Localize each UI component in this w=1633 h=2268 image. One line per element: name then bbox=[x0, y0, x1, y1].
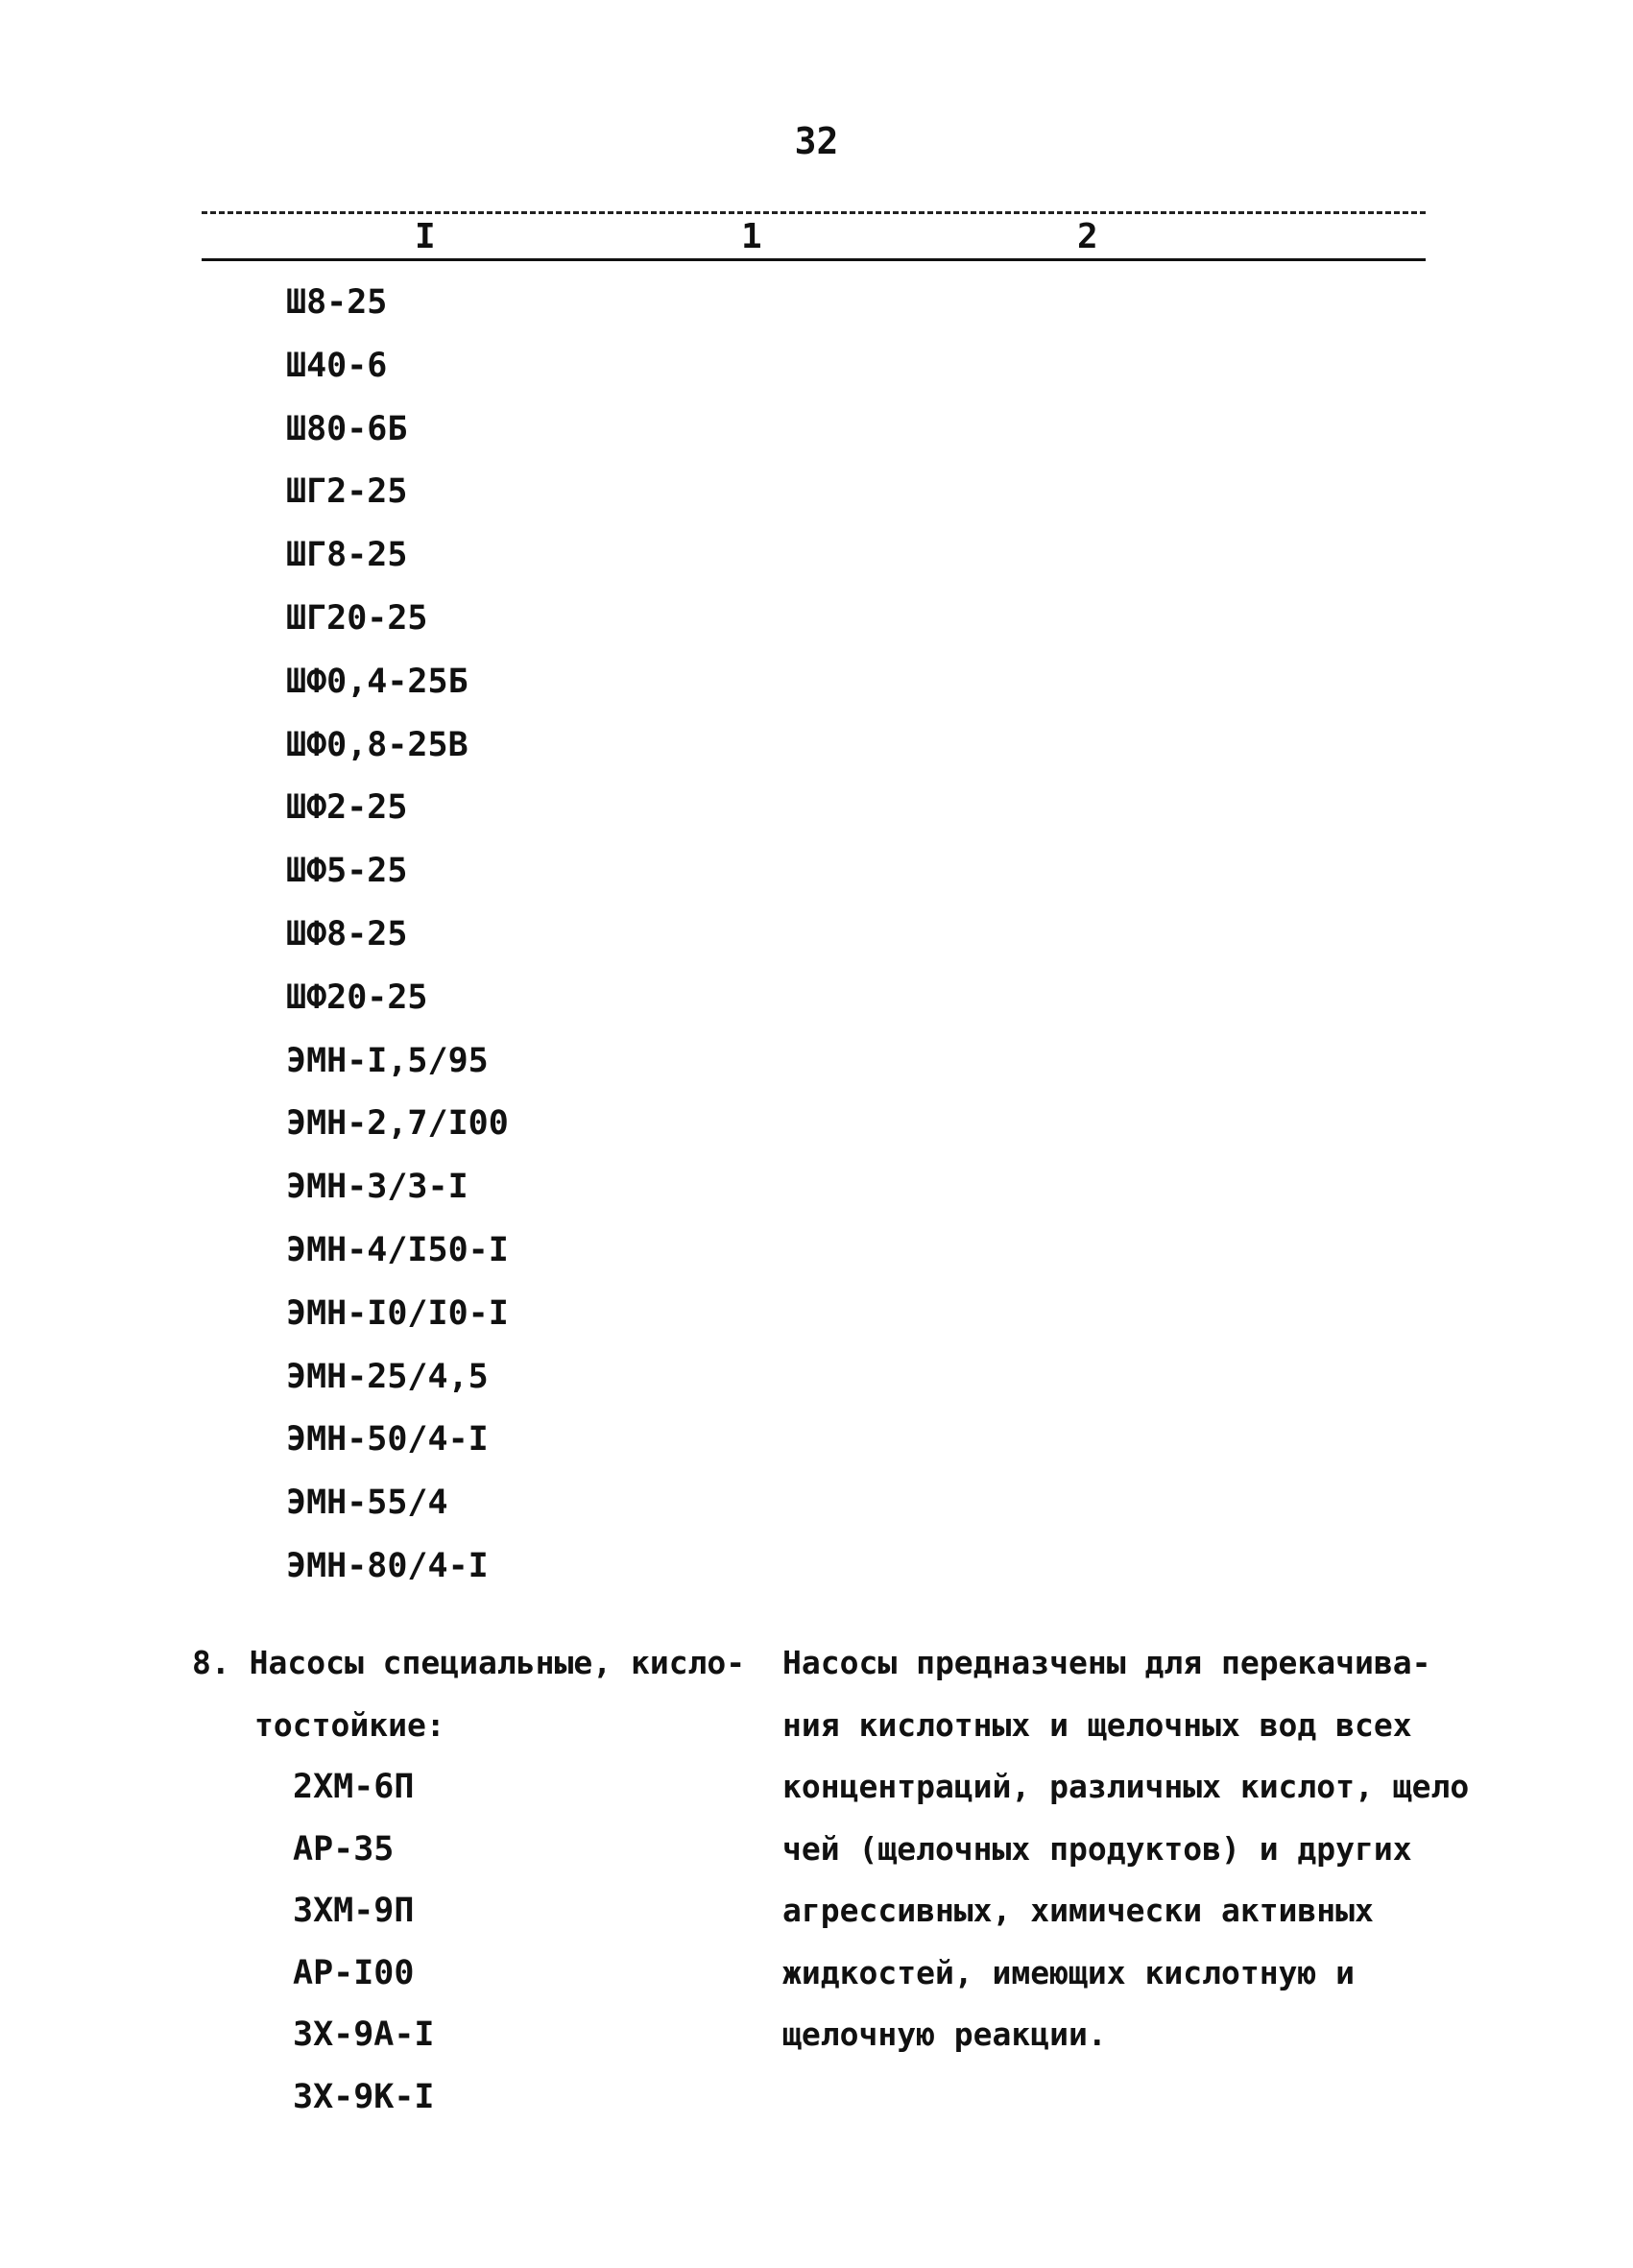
list-item: ЭМН-50/4-I bbox=[286, 1420, 489, 1460]
list-item: ШФ8-25 bbox=[286, 914, 408, 953]
list-item: 3Х-9А-I bbox=[293, 2015, 435, 2054]
list-item: ЭМН-3/3-I bbox=[286, 1168, 468, 1207]
list-item: ШФ5-25 bbox=[286, 852, 408, 891]
section-8-title-line-1: 8. Насосы специальные, кисло- bbox=[192, 1644, 746, 1681]
list-item: ЭМН-55/4 bbox=[286, 1484, 448, 1523]
description-line: ния кислотных и щелочных вод всех bbox=[782, 1705, 1412, 1744]
list-item: ШФ2-25 bbox=[286, 788, 408, 828]
list-item: Ш8-25 bbox=[286, 283, 388, 322]
section-8-description-cell bbox=[782, 1632, 1474, 2066]
list-item: ШФ20-25 bbox=[286, 977, 428, 1017]
list-item: ШГ8-25 bbox=[286, 536, 408, 575]
column-header-3: 2 bbox=[1077, 217, 1098, 256]
description-line: Насосы предназчены для перекачива- bbox=[782, 1644, 1431, 1681]
table-top-rule bbox=[202, 211, 1426, 214]
list-item: ШФ0,8-25В bbox=[286, 725, 468, 764]
list-item: ЭМН-80/4-I bbox=[286, 1546, 489, 1585]
list-item: ЭМН-2,7/I00 bbox=[286, 1104, 509, 1144]
list-item: ЭМН-I,5/95 bbox=[286, 1041, 489, 1080]
list-item: ШГ20-25 bbox=[286, 598, 428, 638]
list-item: 2ХМ-6П bbox=[293, 1768, 415, 1806]
list-item: АР-I00 bbox=[293, 1953, 415, 1992]
list-item: ЭМН-4/I50-I bbox=[286, 1230, 509, 1269]
page-number: 32 bbox=[794, 120, 839, 162]
description-line: щелочную реакции. bbox=[782, 2015, 1107, 2053]
list-item: ЭМН-25/4,5 bbox=[286, 1357, 489, 1396]
description-line: агрессивных, химически активных bbox=[782, 1892, 1374, 1929]
list-item: ШГ2-25 bbox=[286, 472, 408, 512]
list-item: ШФ0,4-25Б bbox=[286, 662, 468, 701]
table-header-rule bbox=[202, 258, 1426, 261]
column-header-1: I bbox=[415, 217, 436, 256]
list-item: 3ХМ-9П bbox=[293, 1892, 415, 1930]
list-item: Ш40-6 bbox=[286, 346, 388, 385]
section-8-model-list bbox=[192, 1756, 768, 2128]
description-line: жидкостей, имеющих кислотную и bbox=[782, 1953, 1356, 1991]
list-item: Ш80-6Б bbox=[286, 409, 408, 448]
section-8-name-cell bbox=[192, 1632, 768, 2128]
list-item: ЭМН-I0/I0-I bbox=[286, 1293, 509, 1333]
description-line: чей (щелочных продуктов) и других bbox=[782, 1829, 1412, 1868]
section-8-title-line-2: тостойкие: bbox=[254, 1705, 445, 1744]
list-item: АР-35 bbox=[293, 1829, 395, 1869]
description-line: концентраций, различных кислот, щело bbox=[782, 1768, 1470, 1805]
list-item: 3Х-9К-I bbox=[293, 2077, 435, 2116]
pump-model-list bbox=[286, 278, 509, 1605]
column-header-2: 1 bbox=[741, 217, 762, 256]
